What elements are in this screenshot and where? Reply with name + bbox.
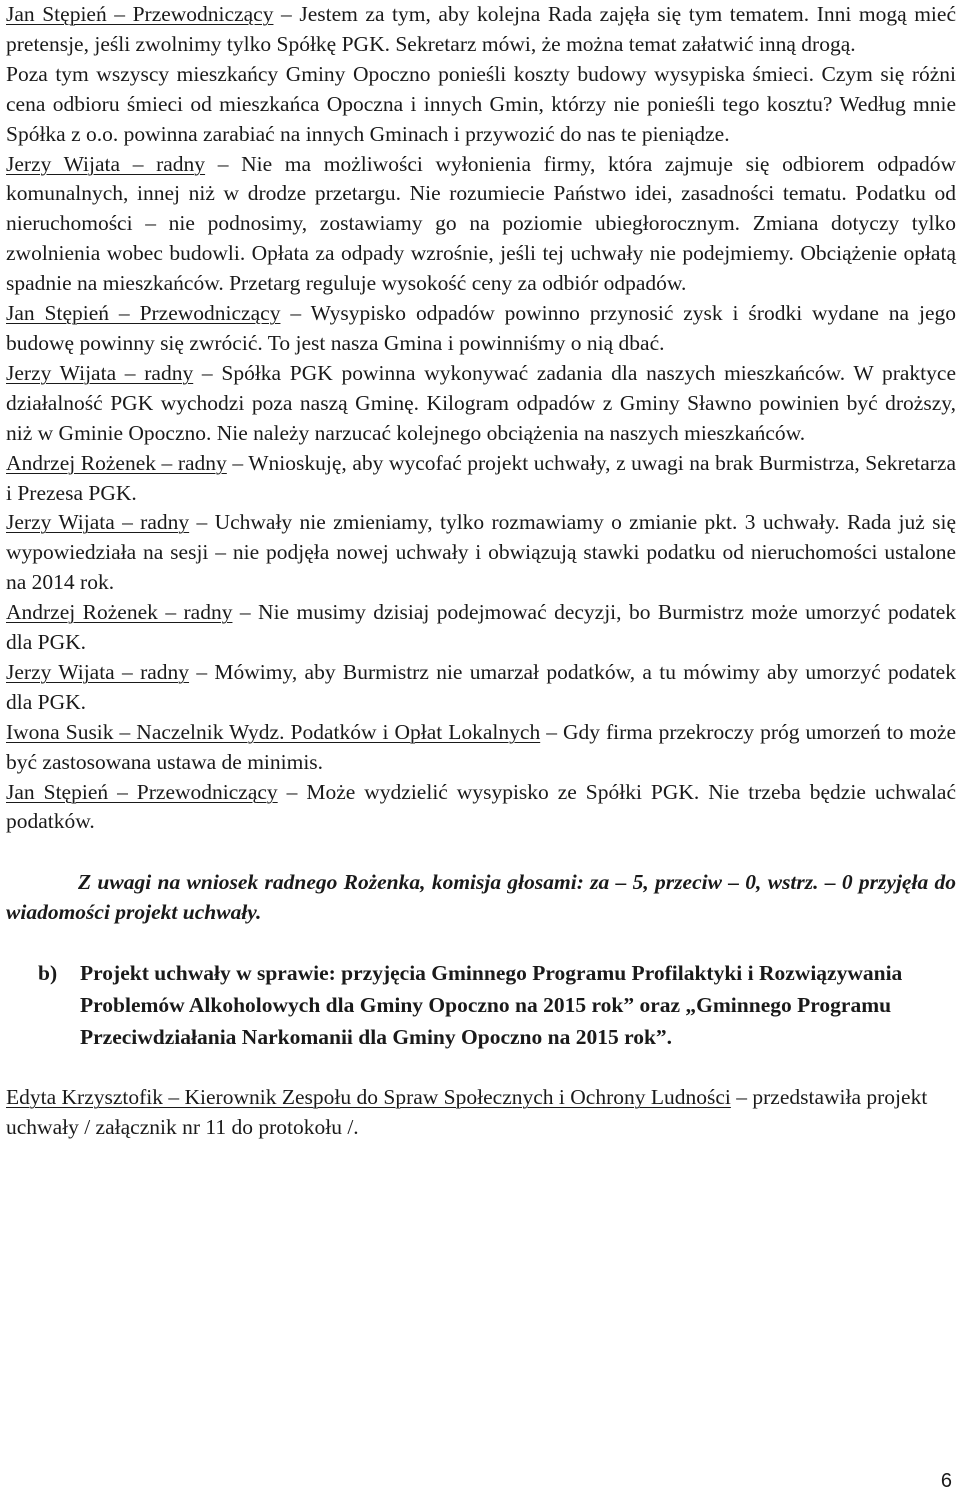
speaker-name: Andrzej Rożenek – radny [6, 600, 233, 625]
statement-text: – Nie ma możliwości wyłonienia firmy, która zajmuje się odbiorem odpadów komunalnych, innej niż w drodze przetargu. Nie rozumiecie Państwo idei, zasadności tematu. Podatku od nieruchomości – nie podnosimy, zostawiamy go na poziomie ubiegłorocznym. Zmiana dotyczy tylko zwolnienia wobec budowli. Opłata za odpady wzrośnie, jeśli tej uchwały nie podejmiemy. Obciążenie opłatą spadnie na mieszkańców. Przetarg reguluje wysokość ceny za odbiór odpadów. [6, 151, 956, 296]
item-title: Projekt uchwały w sprawie: przyjęcia Gminnego Programu Profilaktyki i Rozwiązywania Problemów Alkoholowych dla Gminy Opoczno na 2015 rok” oraz „Gminnego Programu Przeciwdziałania Narkomanii dla Gminy Opoczno na 2015 rok”. [80, 961, 903, 1050]
minutes-paragraph [6, 0, 956, 60]
minutes-paragraph [6, 150, 956, 300]
speaker-name: Jerzy Wijata – radny [6, 151, 206, 176]
statement-text: – Wysypisko odpadów powinno przynosić zysk i środki wydane na jego budowę powinny się zwrócić. To jest nasza Gmina i powinniśmy o nią dbać. [6, 301, 957, 355]
statement-text: – Nie musimy dzisiaj podejmować decyzji, bo Burmistrz może umorzyć podatek dla PGK. [6, 600, 956, 655]
minutes-paragraph [6, 359, 956, 449]
agenda-item-b [6, 957, 956, 1053]
statement-text: – Może wydzielić wysypisko ze Spółki PGK. Nie trzeba będzie uchwalać podatków. [6, 779, 956, 834]
statement-text: – Wnioskuję, aby wycofać projekt uchwały, z uwagi na brak Burmistrza, Sekretarza i Prezesa PGK. [6, 450, 956, 505]
minutes-paragraph [6, 598, 956, 658]
statement-text: – przedstawiła projekt uchwały / załącznik nr 11 do protokołu /. [6, 1085, 928, 1140]
speaker-name: Andrzej Rożenek – radny [6, 450, 227, 475]
statement-text: – Mówimy, aby Burmistrz nie umarzał podatków, a tu mówimy aby umorzyć podatek dla PGK. [6, 659, 956, 714]
minutes-paragraph [6, 778, 956, 838]
minutes-paragraph [6, 508, 956, 598]
speaker-name: Jan Stępień – Przewodniczący [6, 2, 274, 26]
statement-text: Poza tym wszyscy mieszkańcy Gminy Opoczno ponieśli koszty budowy wysypiska śmieci. Czym się różni cena odbioru śmieci od mieszkańca Opoczna i innych Gmin, którzy nie ponieśli tego kosztu? Według mnie Spółka z o.o. powinna zarabiać na innych Gminach i przywozić do nas te pieniądze. [6, 61, 956, 146]
page-number: 6 [940, 1470, 952, 1492]
statement-text: – Uchwały nie zmieniamy, tylko rozmawiamy o zmianie pkt. 3 uchwały. Rada już się wypowiedziała na sesji – nie podjęła nowej uchwały i obwiązują stawki podatku od nieruchomości ustalone na 2014 rok. [6, 510, 956, 595]
statement-text: – Gdy firma przekroczy próg umorzeń to może być zastosowana ustawa de minimis. [6, 719, 956, 774]
minutes-text [6, 0, 956, 837]
speaker-name: Jan Stępień – Przewodniczący [6, 301, 281, 326]
minutes-paragraph [6, 718, 956, 778]
statement-text: – Jestem za tym, aby kolejna Rada zajęła się tym tematem. Inni mogą mieć pretensje, jeśli zwolnimy tylko Spółkę PGK. Sekretarz mówi, że można temat załatwić inną drogą. [6, 2, 956, 56]
speaker-name: Jerzy Wijata – radny [6, 360, 194, 385]
statement-text: – Spółka PGK powinna wykonywać zadania dla naszych mieszkańców. W praktyce działalność PGK wychodzi poza naszą Gminę. Kilogram odpadów z Gminy Sławno powinien być droższy, niż w Gminie Opoczno. Nie należy narzucać kolejnego obciążenia na naszych mieszkańców. [6, 360, 956, 445]
minutes-paragraph [6, 658, 956, 718]
speaker-name: Jerzy Wijata – radny [6, 510, 190, 535]
speaker-name: Jerzy Wijata – radny [6, 659, 190, 684]
document-page [6, 0, 956, 1143]
minutes-paragraph [6, 60, 956, 150]
presenter-paragraph [6, 1083, 956, 1143]
speaker-name: Jan Stępień – Przewodniczący [6, 779, 278, 804]
speaker-name: Iwona Susik – Naczelnik Wydz. Podatków i Opłat Lokalnych [6, 719, 541, 744]
minutes-paragraph [6, 449, 956, 509]
speaker-name: Edyta Krzysztofik – Kierownik Zespołu do Spraw Społecznych i Ochrony Ludności [6, 1085, 731, 1110]
committee-resolution: Z uwagi na wniosek radnego Rożenka, komisja głosami: za – 5, przeciw – 0, wstrz. – 0 przyjęła do wiadomości projekt uchwały. [6, 870, 956, 925]
item-marker: b) [38, 961, 58, 986]
minutes-paragraph [6, 299, 956, 359]
